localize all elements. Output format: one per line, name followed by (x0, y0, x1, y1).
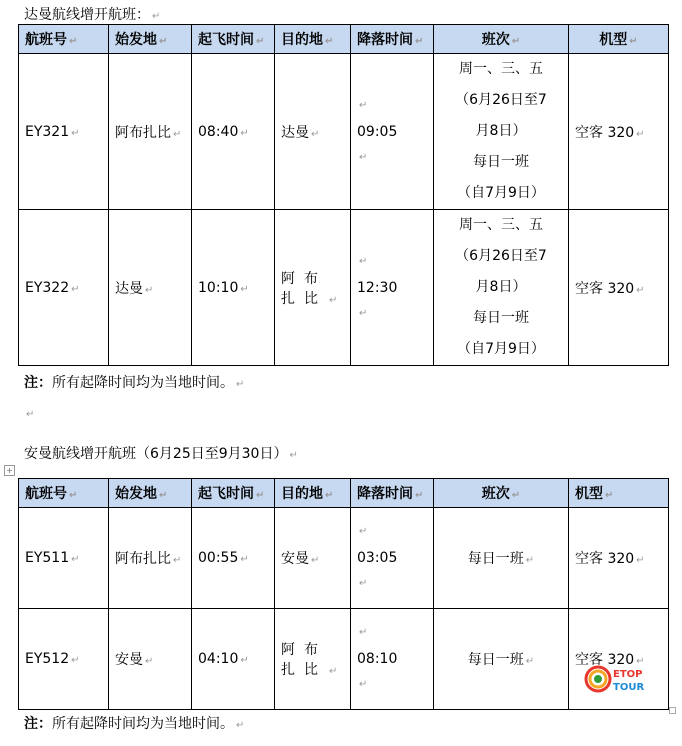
col-header-origin: 始发地 ↵ (109, 479, 192, 508)
flight-number: EY322 ↵ (19, 210, 109, 366)
flight-table-dammam (18, 24, 669, 366)
arrival-time: ↵ 03:05 ↵ (351, 508, 434, 609)
aircraft: 空客 320 ↵ (569, 210, 669, 366)
col-header-departure: 起飞时间 ↵ (192, 25, 275, 54)
schedule: 每日一班 ↵ (434, 508, 569, 609)
col-header-flight: 航班号 ↵ (19, 479, 109, 508)
destination: 阿布扎比 ↵ (275, 609, 351, 710)
col-header-origin: 始发地 ↵ (109, 25, 192, 54)
col-header-aircraft: 机型 ↵ (569, 479, 669, 508)
col-header-arrival: 降落时间 ↵ (351, 25, 434, 54)
table-row (19, 210, 669, 366)
table-row (19, 54, 669, 210)
section1-note: 注：所有起降时间均为当地时间。 ↵ (24, 375, 245, 391)
origin: 阿布扎比 ↵ (109, 54, 192, 210)
arrival-time: ↵ 12:30 ↵ (351, 210, 434, 366)
flight-table-amman (18, 478, 669, 710)
col-header-destination: 目的地 ↵ (275, 25, 351, 54)
schedule: 每日一班 ↵ (434, 609, 569, 710)
table-row (19, 508, 669, 609)
section2-note: 注：所有起降时间均为当地时间。 ↵ (24, 716, 245, 732)
arrival-time: ↵ 08:10 ↵ (351, 609, 434, 710)
departure-time: 04:10 ↵ (192, 609, 275, 710)
flight-number: EY321 ↵ (19, 54, 109, 210)
origin: 达曼 ↵ (109, 210, 192, 366)
destination: 达曼 ↵ (275, 54, 351, 210)
flight-number: EY511 ↵ (19, 508, 109, 609)
aircraft: 空客 320 ↵ (569, 609, 669, 710)
destination: 阿布扎比 ↵ (275, 210, 351, 366)
flight-number: EY512 ↵ (19, 609, 109, 710)
origin: 阿布扎比 ↵ (109, 508, 192, 609)
aircraft: 空客 320 ↵ (569, 508, 669, 609)
origin: 安曼 ↵ (109, 609, 192, 710)
col-header-arrival: 降落时间 ↵ (351, 479, 434, 508)
section2-heading: 安曼航线增开航班（6月25日至9月30日） ↵ (24, 446, 298, 462)
schedule: 周一、三、五 （6月26日至7 月8日） 每日一班 （自7月9日） (434, 210, 569, 366)
col-header-schedule: 班次 ↵ (434, 25, 569, 54)
table-move-handle[interactable]: + (4, 465, 15, 476)
table-header-row (19, 479, 669, 508)
table-resize-handle[interactable] (669, 707, 676, 714)
etop-tour-logo (584, 663, 652, 695)
destination: 安曼 ↵ (275, 508, 351, 609)
section1-heading: 达曼航线增开航班： ↵ (24, 7, 161, 23)
table-row (19, 609, 669, 710)
departure-time: 00:55 ↵ (192, 508, 275, 609)
col-header-departure: 起飞时间 ↵ (192, 479, 275, 508)
departure-time: 08:40 ↵ (192, 54, 275, 210)
departure-time: 10:10 ↵ (192, 210, 275, 366)
blank-paragraph: ↵ (26, 409, 35, 420)
col-header-aircraft: 机型 ↵ (569, 25, 669, 54)
logo-text-bottom: TOUR (613, 682, 645, 693)
arrival-time: ↵ 09:05 ↵ (351, 54, 434, 210)
schedule: 周一、三、五 （6月26日至7 月8日） 每日一班 （自7月9日） (434, 54, 569, 210)
table-header-row (19, 25, 669, 54)
col-header-schedule: 班次 ↵ (434, 479, 569, 508)
col-header-destination: 目的地 ↵ (275, 479, 351, 508)
logo-text-top: ETOP (613, 669, 643, 680)
col-header-flight: 航班号 ↵ (19, 25, 109, 54)
aircraft: 空客 320 ↵ (569, 54, 669, 210)
